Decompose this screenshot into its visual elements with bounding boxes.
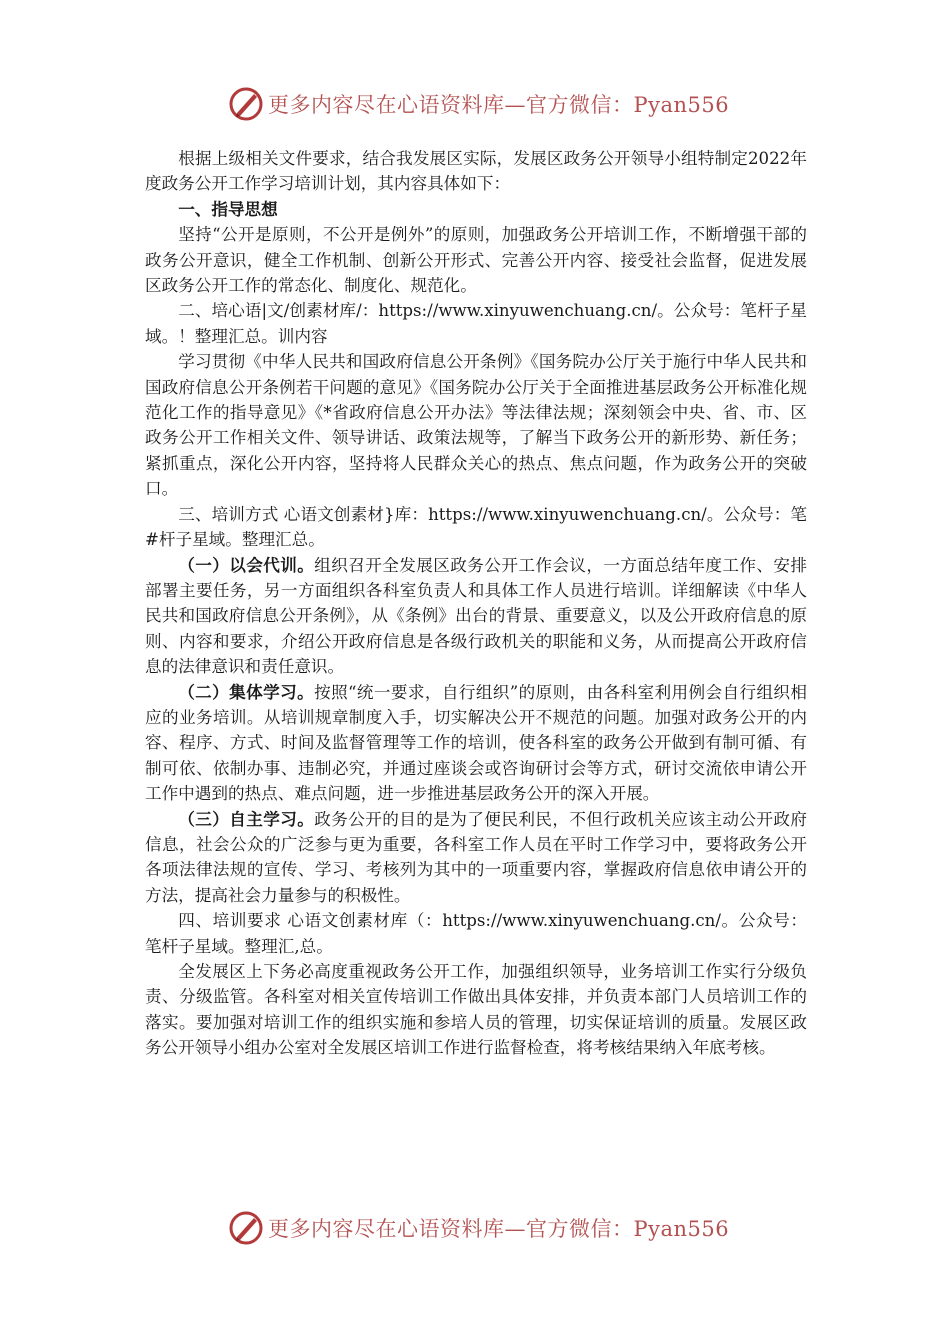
section-3-3-paragraph bbox=[145, 807, 807, 909]
section-3-3-text: 政务公开的目的是为了便民利民，不但行政机关应该主动公开政府信息，社会公众的广泛参与更为重要，各科室工作人员在平时工作学习中，要将政务公开各项法律法规的宣传、学习、考核列为其中的一项重要内容，掌握政府信息依申请公开的方法，提高社会力量参与的积极性。 bbox=[145, 809, 808, 905]
section-2-paragraph: 学习贯彻《中华人民共和国政府信息公开条例》《国务院办公厅关于施行中华人民共和国政府信息公开条例若干问题的意见》《国务院办公厅关于全面推进基层政务公开标准化规范化工作的指导意见》《*省政府信息公开办法》等法律法规；深刻领会中央、省、市、区政务公开工作相关文件、领导讲话、政策法规等，了解当下政务公开的新形势、新任务；紧抓重点，深化公开内容，坚持将人民群众关心的热点、焦点问题，作为政务公开的突破口。 bbox=[145, 352, 807, 499]
footer-banner-text: 更多内容尽在心语资料库—官方微信：Pyan556 bbox=[268, 1217, 730, 1241]
section-4-paragraph: 全发展区上下务必高度重视政务公开工作，加强组织领导，业务培训工作实行分级负责、分级监管。各科室对相关宣传培训工作做出具体安排，并负责本部门人员培训工作的落实。要加强对培训工作的组织实施和参培人员的管理，切实保证培训的质量。发展区政务公开领导小组办公室对全发展区培训工作进行监督检查，将考核结果纳入年底考核。 bbox=[145, 962, 807, 1058]
section-3-2-paragraph bbox=[145, 680, 807, 807]
section-3-1-text: 组织召开全发展区政务公开工作会议，一方面总结年度工作、安排部署主要任务，另一方面组织各科室负责人和具体工作人员进行培训。详细解读《中华人民共和国政府信息公开条例》，从《条例》出台的背景、重要意义，以及公开政府信息的原则、内容和要求，介绍公开政府信息是各级行政机关的职能和义务，从而提高公开政府信息的法律意识和责任意识。 bbox=[145, 555, 808, 677]
section-3-1-label: （一）以会代训。 bbox=[178, 554, 315, 575]
intro-paragraph: 根据上级相关文件要求，结合我发展区实际，发展区政务公开领导小组特制定2022年度政务公开工作学习培训计划，其内容具体如下： bbox=[145, 149, 807, 194]
section-1-paragraph: 坚持“公开是原则，不公开是例外”的原则，加强政务公开培训工作，不断增强干部的政务公开意识，健全工作机制、创新公开形式、完善公开内容、接受社会监督，促进发展区政务公开工作的常态化、制度化、规范化。 bbox=[145, 225, 807, 296]
section-2-heading: 二、培心语|文/创素材库/：https://www.xinyuwenchuang.cn/。公众号：笔杆子星域。！整理汇总。训内容 bbox=[145, 301, 807, 346]
section-4-heading: 四、培训要求 心语文创素材库（：https://www.xinyuwenchuang.cn/。公众号：笔杆子星域。整理汇,总。 bbox=[145, 911, 807, 956]
section-3-2-label: （二）集体学习。 bbox=[178, 681, 315, 702]
document-body bbox=[145, 146, 807, 1061]
header-banner bbox=[228, 84, 729, 124]
section-3-3-label: （三）自主学习。 bbox=[178, 808, 315, 829]
section-3-2-text: 按照“统一要求，自行组织”的原则，由各科室利用例会自行组织相应的业务培训。从培训规章制度入手，切实解决公开不规范的问题。加强对政务公开的内容、程序、方式、时间及监督管理等工作的培训，使各科室的政务公开做到有制可循、有制可依、依制办事、违制必究，并通过座谈会或咨询研讨会等方式，研讨交流依申请公开工作中遇到的热点、难点问题，进一步推进基层政务公开的深入开展。 bbox=[145, 682, 808, 804]
pen-logo-icon bbox=[228, 86, 264, 122]
section-1-heading: 一、指导思想 bbox=[178, 198, 278, 219]
pen-logo-icon bbox=[228, 1210, 264, 1246]
section-3-heading: 三、培训方式 心语文创素材}库：https://www.xinyuwenchuang.cn/。公众号：笔#杆子星域。整理汇总。 bbox=[145, 504, 807, 550]
section-3-1-paragraph bbox=[145, 553, 807, 680]
footer-banner bbox=[228, 1208, 729, 1248]
header-banner-text: 更多内容尽在心语资料库—官方微信：Pyan556 bbox=[268, 93, 730, 117]
